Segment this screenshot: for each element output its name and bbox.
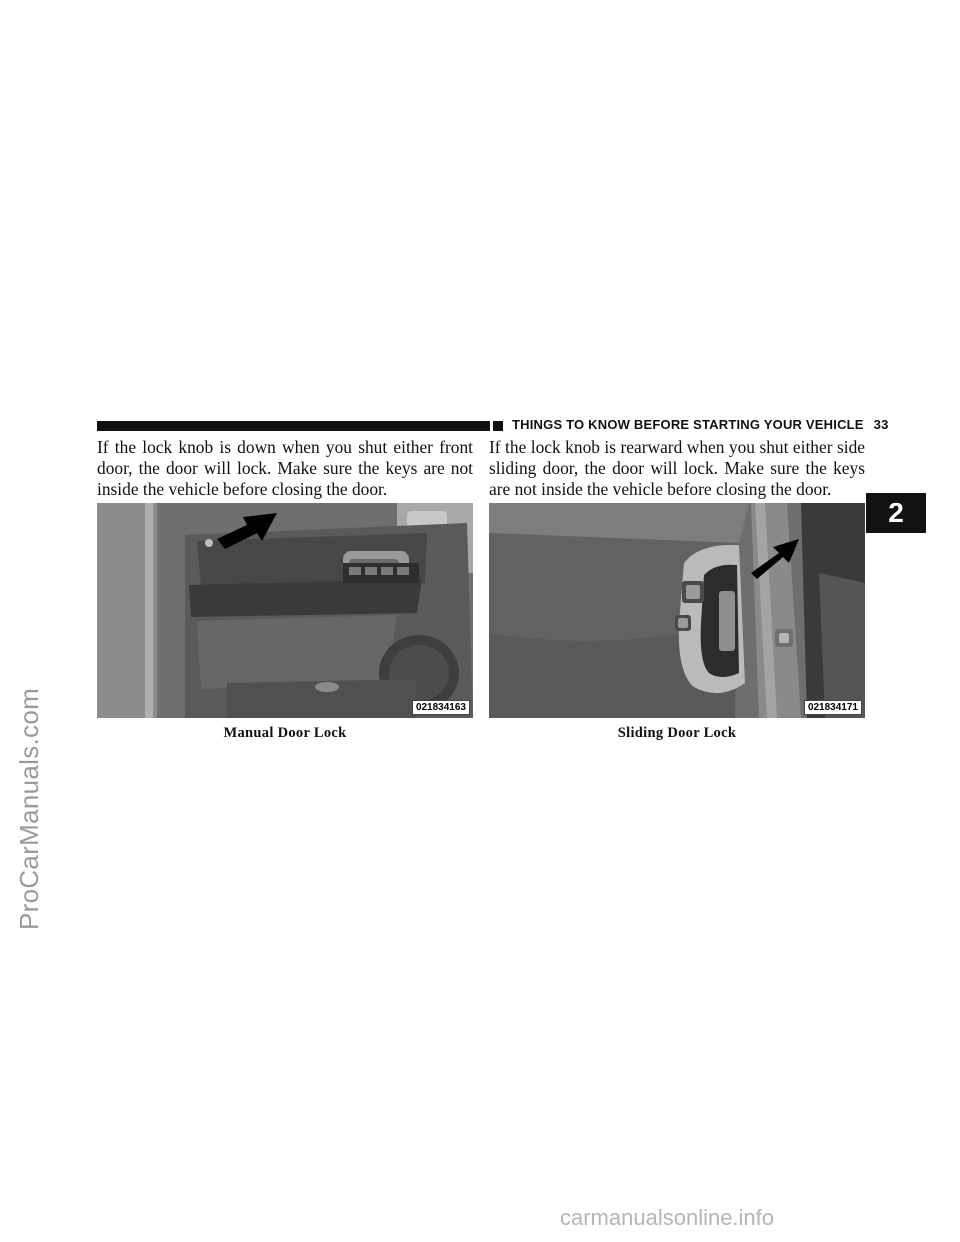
figure-caption: Sliding Door Lock: [617, 725, 737, 741]
figure-code: 021834163: [412, 700, 470, 715]
running-header: [512, 417, 889, 432]
footer-watermark: carmanualsonline.info: [560, 1205, 775, 1230]
header-rule: [97, 421, 490, 431]
left-paragraph: If the lock knob is down when you shut either front door, the door will lock. Make sure the keys are not inside the vehicle before closing the door.: [97, 437, 473, 499]
header-marker: [493, 421, 503, 431]
side-watermark: ProCarManuals.com: [14, 687, 44, 930]
section-title: THINGS TO KNOW BEFORE STARTING YOUR VEHICLE: [512, 417, 864, 432]
sliding-door-lock-illustration: [489, 503, 865, 718]
chapter-tab: 2: [866, 493, 926, 533]
figure-sliding-door-lock: [489, 503, 865, 718]
right-paragraph: If the lock knob is rearward when you shut either side sliding door, the door will lock. Make sure the keys are not inside the vehicle before closing the door.: [489, 437, 865, 499]
page-number: 33: [873, 417, 889, 432]
manual-door-lock-illustration: [97, 503, 473, 718]
figure-manual-door-lock: [97, 503, 473, 718]
figure-caption: Manual Door Lock: [223, 725, 347, 741]
figure-code: 021834171: [804, 700, 862, 715]
